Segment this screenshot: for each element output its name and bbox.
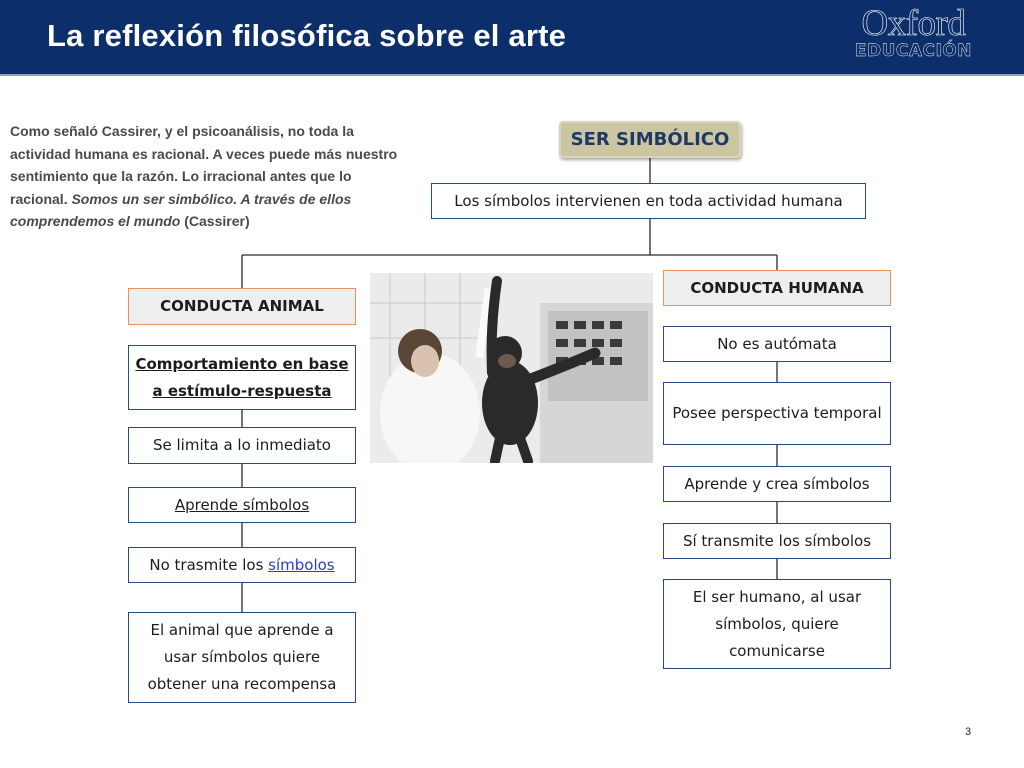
conducta-humana-header: CONDUCTA HUMANA: [663, 270, 891, 306]
human-item-perspectiva: Posee perspectiva temporal: [663, 382, 891, 445]
slide-title: La reflexión filosófica sobre el arte: [47, 18, 567, 53]
animal-item-recompensa: El animal que aprende a usar símbolos quiere obtener una recompensa: [128, 612, 356, 703]
human-item-crea: Aprende y crea símbolos: [663, 466, 891, 502]
logo-wordmark: Oxford: [861, 3, 966, 44]
ser-simbolico-node: SER SIMBÓLICO: [559, 121, 741, 158]
animal-item-inmediato: Se limita a lo inmediato: [128, 427, 356, 464]
subtitle-node: Los símbolos intervienen en toda actividad humana: [431, 183, 866, 219]
animal-item-aprende-text: Aprende símbolos: [174, 495, 310, 514]
animal-item-estimulo: [128, 345, 356, 410]
animal-item-aprende: [128, 487, 356, 523]
conducta-animal-header: CONDUCTA ANIMAL: [128, 288, 356, 325]
human-item-automata: No es autómata: [663, 326, 891, 362]
human-item-transmite: Sí transmite los símbolos: [663, 523, 891, 559]
chimpanzee-photo-image: [370, 273, 653, 463]
animal-item-estimulo-text: Comportamiento en base a estímulo-respuesta: [135, 354, 349, 400]
chimpanzee-photo: [370, 273, 653, 463]
animal-item-trasmite: [128, 547, 356, 583]
animal-item-trasmite-text: [149, 552, 334, 579]
page-number: 3: [965, 726, 972, 738]
intro-citation: (Cassirer): [180, 213, 250, 229]
human-item-comunicarse: El ser humano, al usar símbolos, quiere comunicarse: [663, 579, 891, 669]
animal-item-trasmite-prefix: No trasmite los: [149, 555, 269, 574]
simbolos-link[interactable]: símbolos: [268, 555, 335, 574]
intro-quote: Somos un ser simbólico. A través de ellos comprendemos el mundo: [10, 190, 352, 229]
intro-text: Como señaló Cassirer, y el psicoanálisis, no toda la actividad humana es racional. A veces puede más nuestro sentimiento que la razón. Lo irracional antes que lo racional.: [10, 123, 398, 207]
logo-subtitle: EDUCACIÓN: [854, 41, 972, 61]
